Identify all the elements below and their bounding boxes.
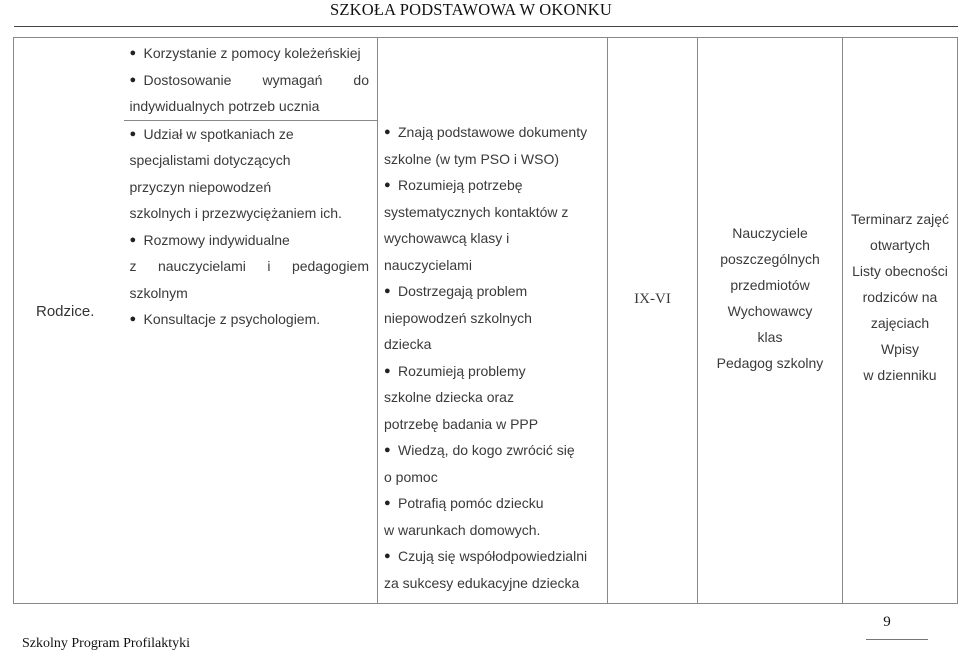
form-item-text: indywidualnych potrzeb ucznia (129, 98, 320, 114)
evaluation-item: w dzienniku (863, 366, 937, 383)
bullet-icon: ● (129, 73, 137, 86)
evaluation-item: otwartych (870, 236, 930, 253)
evaluation-item: rodziców na (862, 288, 938, 305)
evaluation-item: Listy obecności (852, 262, 948, 279)
responsible-item: klas (757, 328, 783, 345)
effect-item (384, 305, 601, 332)
effect-item (384, 199, 601, 226)
effect-item-text: systematycznych kontaktów z (384, 203, 569, 220)
effect-item-text: Dostrzegają problem (398, 283, 528, 299)
form-item (130, 280, 370, 307)
effect-item (384, 172, 601, 199)
bullet-icon: ● (129, 233, 137, 246)
bullet-icon: ● (384, 550, 391, 562)
form-item-text: Dostosowanie wymagań do (143, 71, 369, 88)
effect-item-text: Rozumieją problemy (398, 362, 526, 379)
form-item-text: przyczyn niepowodzeń (129, 178, 272, 195)
program-table (13, 37, 958, 604)
evaluation-cell (843, 38, 958, 604)
effect-item-text: nauczycielami (384, 256, 472, 273)
bullet-icon: ● (384, 497, 391, 509)
responsible-item: Pedagog szkolny (716, 354, 824, 371)
forms-top-list (130, 40, 370, 120)
form-item (130, 174, 370, 201)
effect-item-text: szkolne (w tym PSO i WSO) (384, 150, 560, 167)
effect-item (384, 570, 601, 597)
effect-item (384, 464, 601, 491)
form-item (130, 200, 370, 227)
effect-item (384, 358, 601, 385)
effect-item (384, 119, 601, 146)
form-item-text: z nauczycielami i pedagogiem (129, 258, 369, 274)
effect-item-text: Czują się współodpowiedzialni (398, 548, 588, 564)
effects-cell (378, 38, 608, 604)
row-label: Rodzice. (36, 303, 95, 320)
responsible-item: Nauczyciele (732, 224, 808, 241)
footer-divider (866, 639, 928, 640)
effect-item (384, 543, 601, 570)
header-divider (14, 26, 958, 27)
form-item (130, 67, 370, 94)
bullet-icon: ● (129, 47, 137, 59)
footer-program-name: Szkolny Program Profilaktyki (22, 636, 190, 651)
evaluation-list (843, 206, 957, 388)
effect-item (384, 225, 601, 252)
effect-item-text: Znają podstawowe dokumenty (398, 124, 588, 140)
effect-item (384, 490, 601, 517)
effect-item-text: niepowodzeń szkolnych (384, 309, 532, 326)
effect-item (384, 517, 601, 544)
grades-value: IX-VI (634, 290, 671, 307)
form-item-text: szkolnym (129, 284, 188, 301)
forms-cell (124, 38, 378, 604)
grades-cell (608, 38, 698, 604)
effect-item-text: dziecka (384, 336, 432, 352)
effect-item-text: o pomoc (384, 468, 438, 485)
effect-item-text: wychowawcą klasy i (384, 230, 510, 246)
responsible-item: poszczególnych (720, 250, 820, 267)
row-label-cell (14, 38, 124, 604)
footer-page-number: 9 (883, 614, 891, 630)
responsible-item: przedmiotów (730, 276, 810, 293)
effects-list (378, 119, 607, 596)
effect-item-text: Potrafią pomóc dziecku (398, 495, 544, 511)
bullet-icon: ● (129, 313, 137, 325)
effect-item-text: Wiedzą, do kogo zwrócić się (398, 442, 575, 458)
effect-item-text: Rozumieją potrzebę (398, 177, 523, 193)
evaluation-item: Wpisy (880, 340, 920, 357)
bullet-icon: ● (384, 444, 391, 456)
form-item (130, 93, 370, 120)
bullet-icon: ● (384, 179, 391, 191)
form-item-text: Konsultacje z psychologiem. (143, 311, 321, 327)
bullet-icon: ● (129, 127, 137, 140)
effect-item (384, 278, 601, 305)
effect-item-text: w warunkach domowych. (384, 521, 541, 538)
form-item-text: szkolnych i przezwyciężaniem ich. (129, 205, 342, 221)
form-item (130, 227, 370, 254)
form-item (130, 253, 370, 280)
responsible-list (698, 220, 842, 376)
bullet-icon: ● (384, 364, 391, 377)
form-item-text: specjalistami dotyczących (129, 152, 291, 168)
form-item (130, 121, 370, 148)
effect-item-text: potrzebę badania w PPP (384, 415, 539, 432)
form-item-text: Udział w spotkaniach ze (143, 125, 294, 142)
effect-item (384, 146, 601, 173)
forms-bottom-list (130, 121, 370, 333)
page-header-title: SZKOŁA PODSTAWOWA W OKONKU (330, 0, 612, 19)
effect-item (384, 411, 601, 438)
form-item-text: Rozmowy indywidualne (143, 231, 290, 248)
bullet-icon: ● (384, 285, 391, 297)
effect-item (384, 384, 601, 411)
evaluation-item: zajęciach (870, 314, 930, 331)
responsible-item: Wychowawcy (727, 302, 813, 319)
responsible-cell (698, 38, 843, 604)
effect-item (384, 331, 601, 358)
evaluation-item: Terminarz zajęć (850, 210, 950, 227)
form-item (130, 147, 370, 174)
effect-item (384, 437, 601, 464)
effect-item (384, 252, 601, 279)
form-item (130, 40, 370, 67)
effect-item-text: szkolne dziecka oraz (384, 389, 514, 405)
form-item (130, 306, 370, 333)
bullet-icon: ● (384, 126, 391, 138)
form-item-text: Korzystanie z pomocy koleżeńskiej (143, 45, 361, 61)
effect-item-text: za sukcesy edukacyjne dziecka (384, 574, 580, 591)
